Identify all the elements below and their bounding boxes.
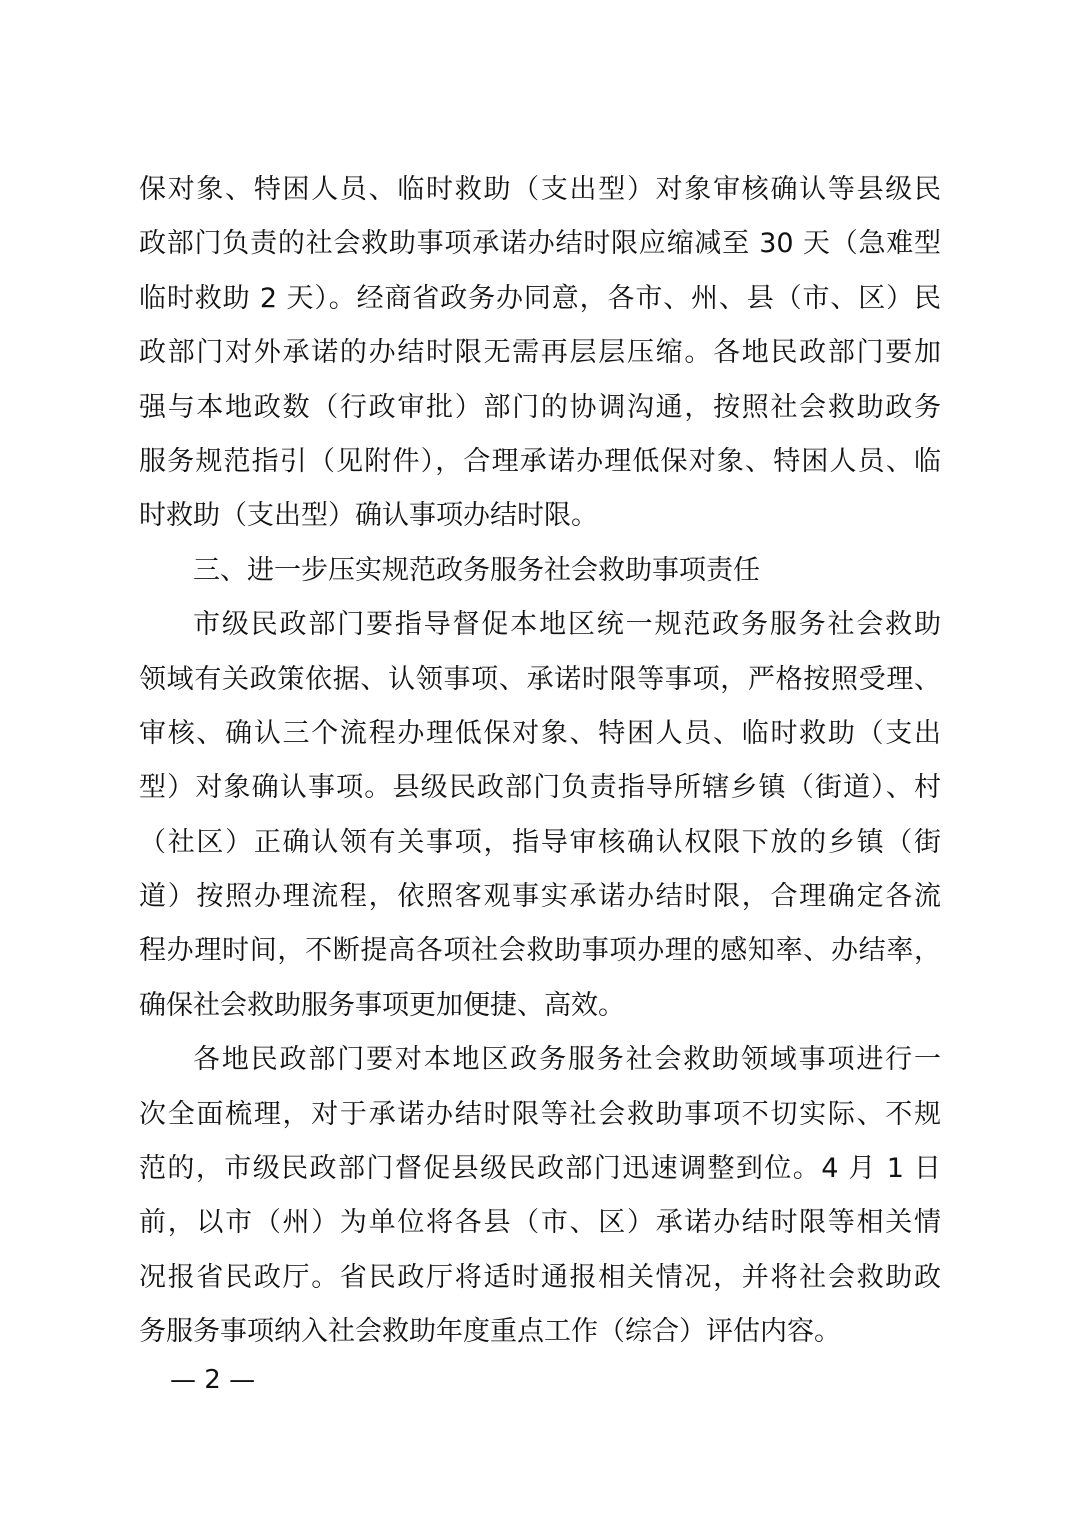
paragraph <box>139 544 941 598</box>
text-line: 强与本地政数（行政审批）部门的协调沟通，按照社会救助政务 <box>139 391 941 423</box>
text-line: 三、进一步压实规范政务服务社会救助事项责任 <box>193 554 760 586</box>
page-number: — 2 — <box>170 1365 256 1395</box>
text-line: 型）对象确认事项。县级民政部门负责指导所辖乡镇（街道）、村 <box>139 772 941 804</box>
text-line: 程办理时间，不断提高各项社会救助事项办理的感知率、办结率， <box>139 935 941 967</box>
text-line: 政部门对外承诺的办结时限无需再层层压缩。各地民政部门要加 <box>139 337 941 369</box>
text-line: 保对象、特困人员、临时救助（支出型）对象审核确认等县级民 <box>139 174 941 205</box>
paragraph <box>139 598 941 1033</box>
text-line: 服务规范指引（见附件），合理承诺办理低保对象、特困人员、临 <box>139 445 941 477</box>
text-line: 市级民政部门要指导督促本地区统一规范政务服务社会救助 <box>193 609 941 641</box>
text-line: 政部门负责的社会救助事项承诺办结时限应缩减至 30 天（急难型 <box>139 228 941 260</box>
text-line: 确保社会救助服务事项更加便捷、高效。 <box>139 989 625 1021</box>
text-line: 各地民政部门要对本地区政务服务社会救助领域事项进行一 <box>193 1044 941 1076</box>
text-line: 道）按照办理流程，依照客观事实承诺办结时限，合理确定各流 <box>139 881 941 913</box>
text-line: 前，以市（州）为单位将各县（市、区）承诺办结时限等相关情 <box>139 1207 941 1239</box>
text-line: （社区）正确认领有关事项，指导审核确认权限下放的乡镇（街 <box>139 826 941 858</box>
text-line: 务服务事项纳入社会救助年度重点工作（综合）评估内容。 <box>139 1316 841 1348</box>
paragraph <box>139 163 941 544</box>
text-line: 次全面梳理，对于承诺办结时限等社会救助事项不切实际、不规 <box>139 1098 941 1130</box>
text-line: 领域有关政策依据、认领事项、承诺时限等事项，严格按照受理、 <box>139 663 941 695</box>
text-line: 时救助（支出型）确认事项办结时限。 <box>139 500 598 532</box>
text-line: 临时救助 2 天）。经商省政务办同意，各市、州、县（市、区）民 <box>139 282 941 314</box>
paragraph <box>139 1033 941 1359</box>
document-body <box>139 163 941 1360</box>
text-line: 范的，市级民政部门督促县级民政部门迅速调整到位。4 月 1 日 <box>139 1153 941 1185</box>
text-line: 况报省民政厅。省民政厅将适时通报相关情况，并将社会救助政 <box>139 1261 941 1293</box>
text-line: 审核、确认三个流程办理低保对象、特困人员、临时救助（支出 <box>139 717 941 749</box>
